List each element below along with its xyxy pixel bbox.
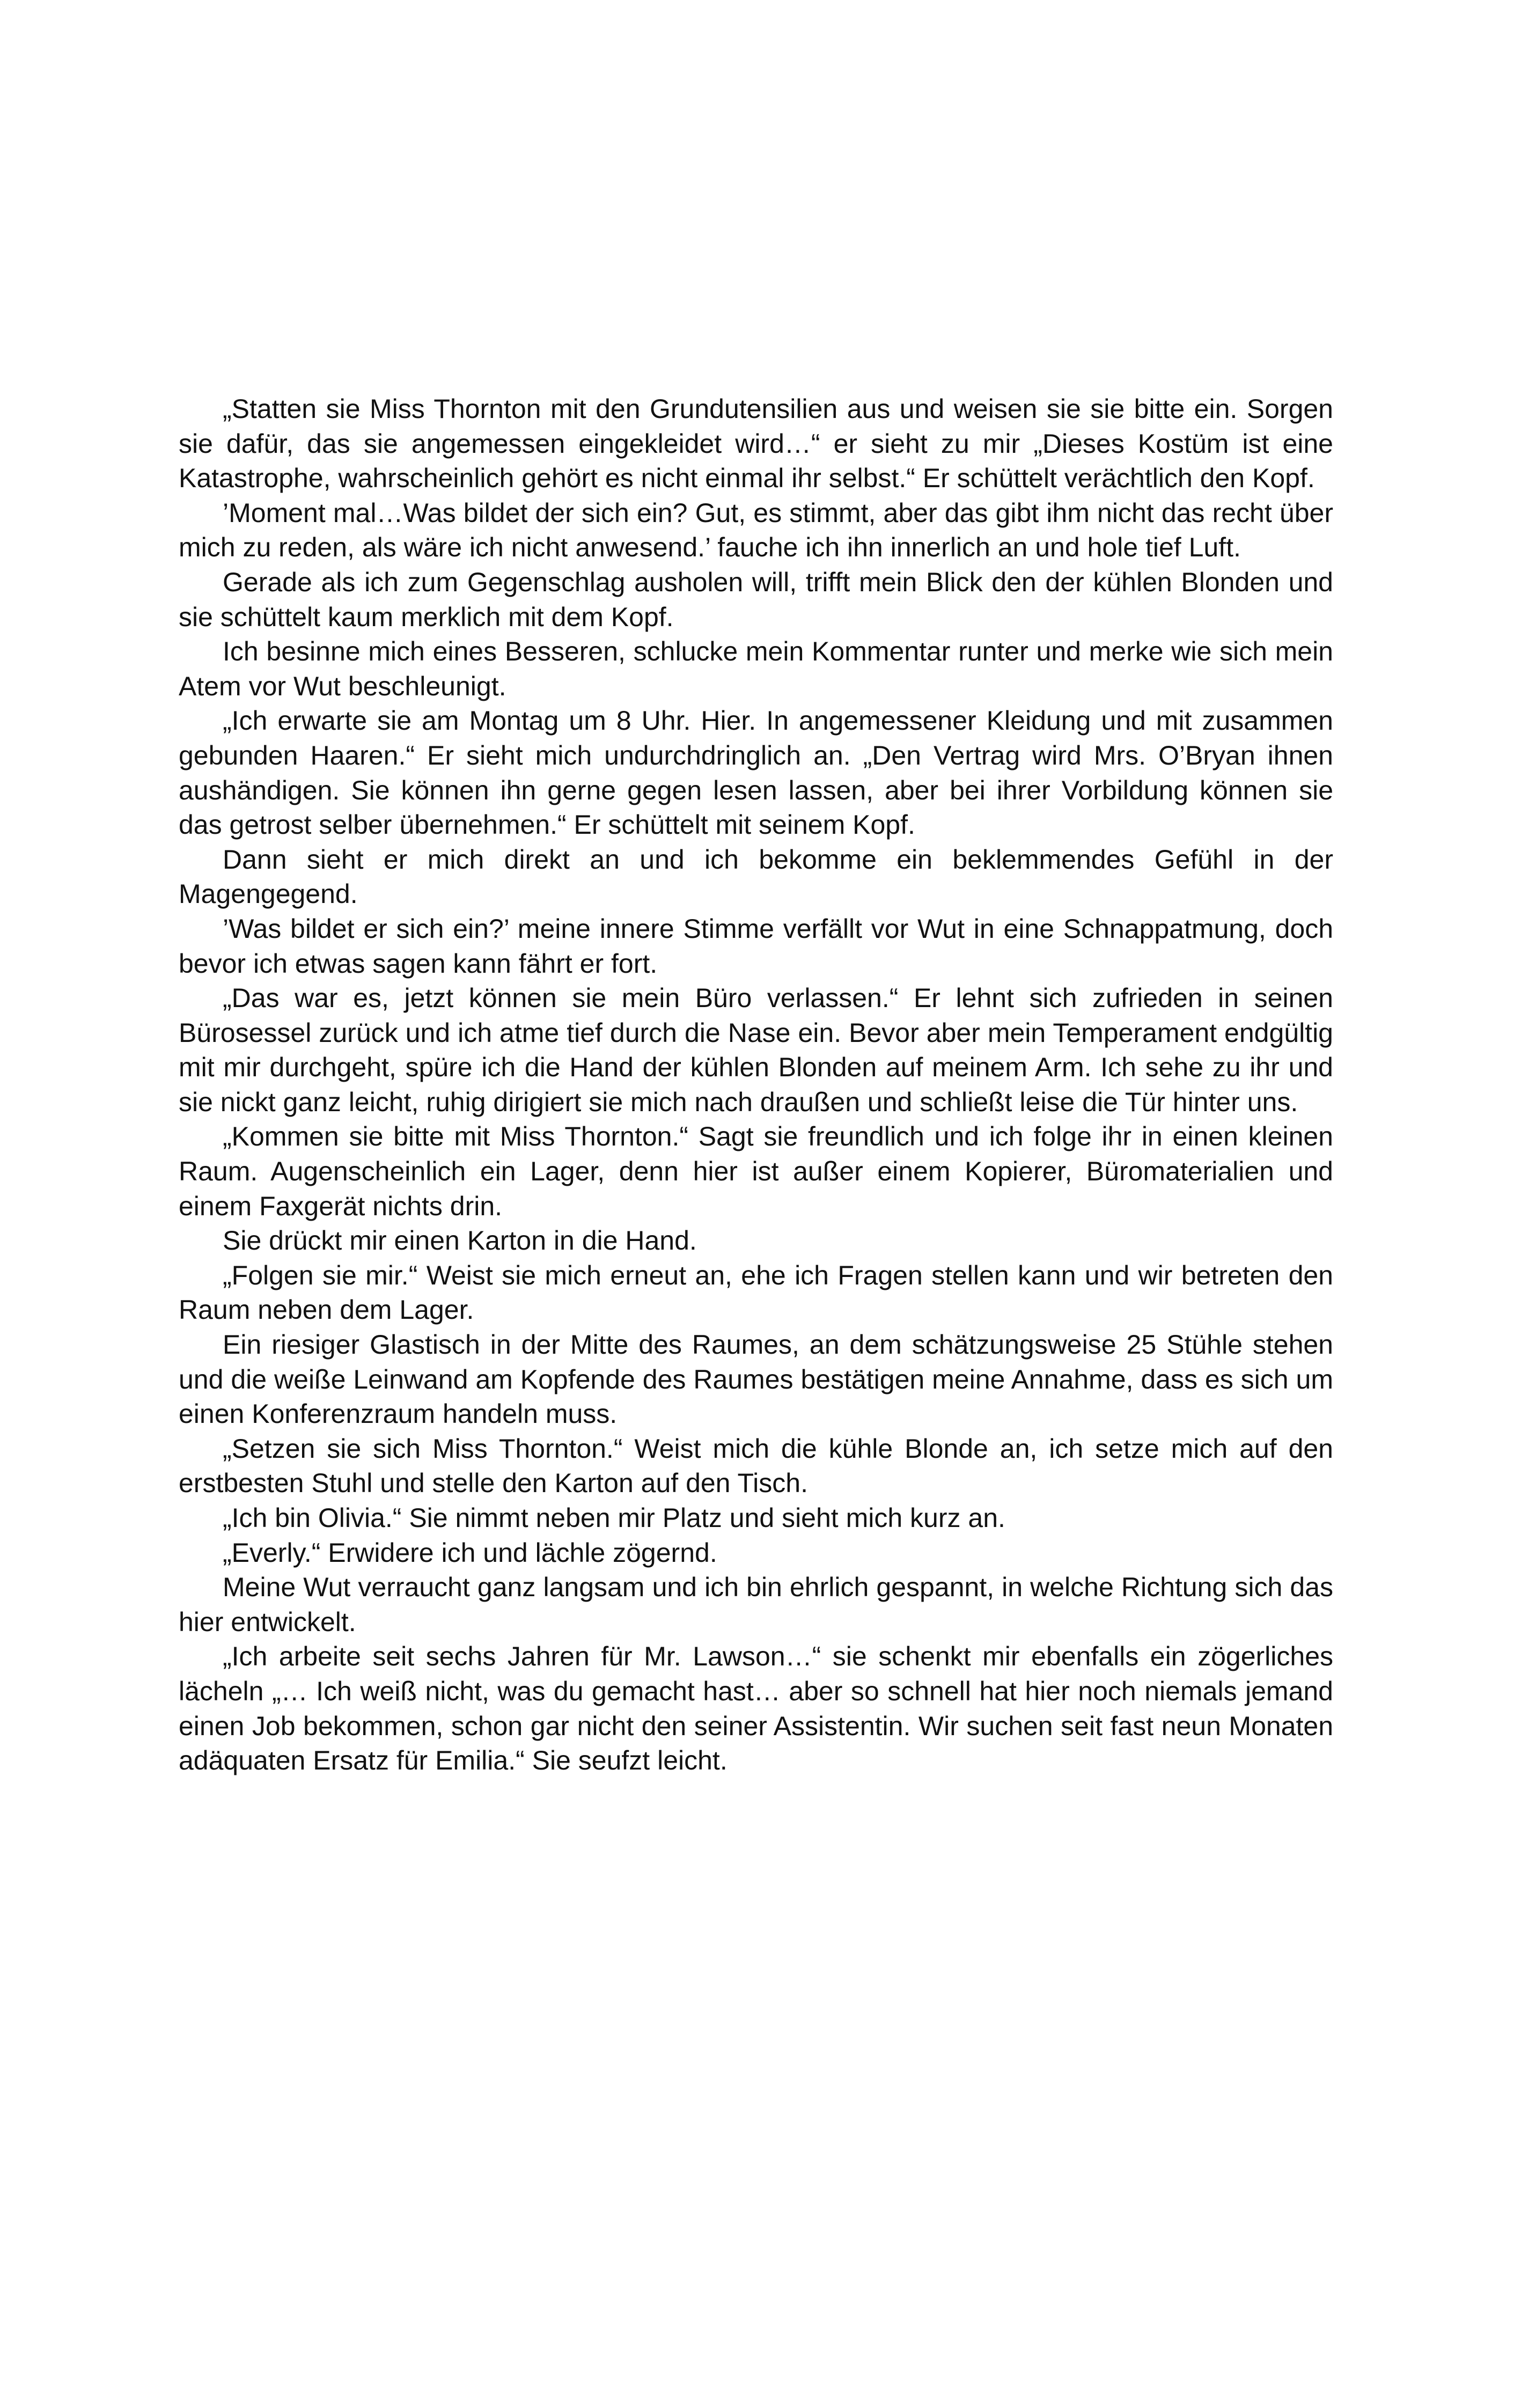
paragraph: „Ich bin Olivia.“ Sie nimmt neben mir Platz und sieht mich kurz an. <box>223 1503 1005 1533</box>
paragraph: „Statten sie Miss Thornton mit den Grundutensilien aus und weisen sie sie bitte ein. Sorgen sie dafür, das sie angemessen eingekleidet wird…“ er sieht zu mir „Dieses Kostüm ist eine Katastrophe, wahrscheinlich gehört es nicht einmal ihr selbst.“ Er schüttelt verächtlich den Kopf. <box>179 394 1333 494</box>
paragraph: „Folgen sie mir.“ Weist sie mich erneut an, ehe ich Fragen stellen kann und wir betreten den Raum neben dem Lager. <box>179 1260 1333 1325</box>
paragraph: Meine Wut verraucht ganz langsam und ich bin ehrlich gespannt, in welche Richtung sich das hier entwickelt. <box>179 1572 1333 1637</box>
body-text <box>179 392 1333 1778</box>
paragraph: ’Moment mal…Was bildet der sich ein? Gut, es stimmt, aber das gibt ihm nicht das recht über mich zu reden, als wäre ich nicht anwesend.’ fauche ich ihn innerlich an und hole tief Luft. <box>179 497 1333 563</box>
paragraph: „Kommen sie bitte mit Miss Thornton.“ Sagt sie freundlich und ich folge ihr in einen kleinen Raum. Augenscheinlich ein Lager, denn hier ist außer einem Kopierer, Büromaterialien und einem Faxgerät nichts drin. <box>179 1121 1333 1221</box>
paragraph: Ich besinne mich eines Besseren, schlucke mein Kommentar runter und merke wie sich mein Atem vor Wut beschleunigt. <box>179 636 1333 701</box>
paragraph: „Ich arbeite seit sechs Jahren für Mr. Lawson…“ sie schenkt mir ebenfalls ein zögerliches lächeln „… Ich weiß nicht, was du gemacht hast… aber so schnell hat hier noch niemals jemand einen Job bekommen, schon gar nicht den seiner Assistentin. Wir suchen seit fast neun Monaten adäquaten Ersatz für Emilia.“ Sie seufzt leicht. <box>179 1641 1333 1776</box>
paragraph: Dann sieht er mich direkt an und ich bekomme ein beklemmendes Gefühl in der Magengegend. <box>179 844 1333 909</box>
paragraph: „Setzen sie sich Miss Thornton.“ Weist mich die kühle Blonde an, ich setze mich auf den erstbesten Stuhl und stelle den Karton auf den Tisch. <box>179 1433 1333 1499</box>
paragraph: „Das war es, jetzt können sie mein Büro verlassen.“ Er lehnt sich zufrieden in seinen Bürosessel zurück und ich atme tief durch die Nase ein. Bevor aber mein Temperament endgültig mit mir durchgeht, spüre ich die Hand der kühlen Blonden auf meinem Arm. Ich sehe zu ihr und sie nickt ganz leicht, ruhig dirigiert sie mich nach draußen und schließt leise die Tür hinter uns. <box>179 983 1333 1117</box>
paragraph: Sie drückt mir einen Karton in die Hand. <box>223 1225 697 1256</box>
paragraph: Ein riesiger Glastisch in der Mitte des Raumes, an dem schätzungsweise 25 Stühle stehen und die weiße Leinwand am Kopfende des Raumes bestätigen meine Annahme, dass es sich um einen Konferenzraum handeln muss. <box>179 1330 1333 1429</box>
paragraph: Gerade als ich zum Gegenschlag ausholen will, trifft mein Blick den der kühlen Blonden und sie schüttelt kaum merklich mit dem Kopf. <box>179 567 1333 632</box>
paragraph: „Everly.“ Erwidere ich und lächle zögernd. <box>223 1537 717 1568</box>
paragraph: „Ich erwarte sie am Montag um 8 Uhr. Hier. In angemessener Kleidung und mit zusammen gebunden Haaren.“ Er sieht mich undurchdringlich an. „Den Vertrag wird Mrs. O’Bryan ihnen aushändigen. Sie können ihn gerne gegen lesen lassen, aber bei ihrer Vorbildung können sie das getrost selber übernehmen.“ Er schüttelt mit seinem Kopf. <box>179 706 1333 840</box>
paragraph: ’Was bildet er sich ein?’ meine innere Stimme verfällt vor Wut in eine Schnappatmung, doch bevor ich etwas sagen kann fährt er fort. <box>179 913 1333 979</box>
